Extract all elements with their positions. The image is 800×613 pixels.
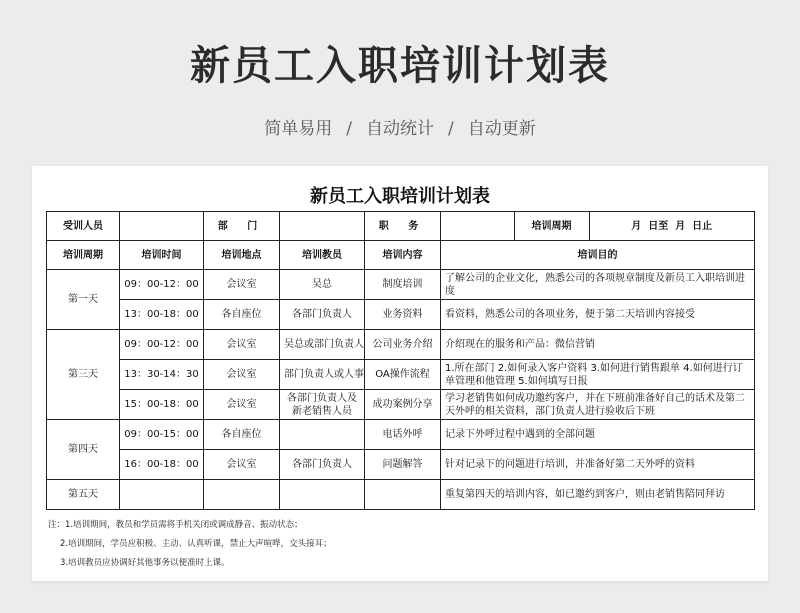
tagline-item: 自动更新 [467,119,536,139]
content-cell: OA操作流程 [365,360,441,390]
place-cell: 会议室 [204,390,280,420]
notes-section [48,516,748,573]
purpose-cell: 了解公司的企业文化，熟悉公司的各项规章制度及新员工入职培训进度 [441,270,755,300]
content-cell: 业务资料 [365,300,441,330]
day-cell: 第四天 [47,420,120,480]
place-cell: 会议室 [204,330,280,360]
period-value-field[interactable]: 月 日至 月 日止 [631,220,713,232]
teacher-cell: 吴总 [280,270,365,300]
time-cell: 13：00-18：00 [120,300,204,330]
day-cell: 第三天 [47,330,120,420]
table-row [47,450,755,480]
note-line: 3.培训教员应协调好其他事务以便准时上课。 [60,558,230,568]
place-cell: 会议室 [204,450,280,480]
dept-label: 部 门 [204,212,280,241]
teacher-cell [280,480,365,510]
column-header-row [47,241,755,270]
col-header-teacher: 培训教员 [280,241,365,270]
table-row [47,330,755,360]
note-line: 注：1.培训期间，教员和学员需将手机关闭或调成静音、振动状态； [48,520,303,530]
teacher-cell: 吴总或部门负责人 [280,330,365,360]
time-cell: 09：00-12：00 [120,270,204,300]
time-cell: 09：00-15：00 [120,420,204,450]
page-title: 新员工入职培训计划表 [190,43,610,89]
table-row [47,480,755,510]
dept-value-field[interactable] [280,212,365,241]
sheet-title: 新员工入职培训计划表 [310,186,490,207]
content-cell: 公司业务介绍 [365,330,441,360]
note-line: 2.培训期间，学员应积极、主动、认真听课，禁止大声喧哗，交头接耳； [60,539,332,549]
tagline-item: 简单易用 [264,119,333,139]
training-plan-table [46,211,755,510]
purpose-cell: 重复第四天的培训内容，如已邀约到客户，则由老销售陪同拜访 [441,480,755,510]
table-row [47,420,755,450]
place-cell: 各自座位 [204,300,280,330]
day-cell: 第五天 [47,480,120,510]
purpose-cell: 看资料，熟悉公司的各项业务，便于第二天培训内容接受 [441,300,755,330]
training-plan-sheet [32,166,768,581]
period-subtable [441,212,754,240]
content-cell [365,480,441,510]
table-row [47,390,755,420]
table-row [47,360,755,390]
trainee-label: 受训人员 [47,212,120,241]
col-header-place: 培训地点 [204,241,280,270]
teacher-cell: 各部门负责人及新老销售人员 [280,390,365,420]
content-cell: 成功案例分享 [365,390,441,420]
purpose-cell: 介绍现在的服务和产品：微信营销 [441,330,755,360]
teacher-cell [280,420,365,450]
place-cell: 会议室 [204,270,280,300]
purpose-cell: 1.所在部门 2.如何录入客户资料 3.如何进行销售跟单 4.如何进行订单管理和他管理 5.如何填写日报 [441,360,755,390]
content-cell: 问题解答 [365,450,441,480]
purpose-cell: 针对记录下的问题进行培训，并准备好第二天外呼的资料 [441,450,755,480]
tagline-item: 自动统计 [366,119,434,139]
place-cell: 各自座位 [204,420,280,450]
time-cell: 09：00-12：00 [120,330,204,360]
col-header-time: 培训时间 [120,241,204,270]
table-row [47,270,755,300]
tagline-separator: / [448,119,454,139]
teacher-cell: 部门负责人或人事 [280,360,365,390]
col-header-purpose: 培训目的 [441,241,755,270]
place-cell [204,480,280,510]
time-cell: 16：00-18：00 [120,450,204,480]
purpose-cell: 学习老销售如何成功邀约客户，并在下班前准备好自己的话术及第二天外呼的相关资料，部门负责人进行验收后下班 [441,390,755,420]
position-value-field[interactable] [441,212,514,240]
info-row [47,212,755,241]
position-label: 职 务 [365,212,441,241]
table-row [47,300,755,330]
time-cell: 13：30-14：30 [120,360,204,390]
col-header-period: 培训周期 [47,241,120,270]
place-cell: 会议室 [204,360,280,390]
content-cell: 电话外呼 [365,420,441,450]
purpose-cell: 记录下外呼过程中遇到的全部问题 [441,420,755,450]
col-header-content: 培训内容 [365,241,441,270]
teacher-cell: 各部门负责人 [280,450,365,480]
time-cell [120,480,204,510]
feature-tagline [0,114,800,139]
time-cell: 15：00-18：00 [120,390,204,420]
trainee-value-field[interactable] [120,212,204,241]
period-label: 培训周期 [514,212,589,240]
tagline-separator: / [346,119,352,139]
teacher-cell: 各部门负责人 [280,300,365,330]
day-cell: 第一天 [47,270,120,330]
content-cell: 制度培训 [365,270,441,300]
